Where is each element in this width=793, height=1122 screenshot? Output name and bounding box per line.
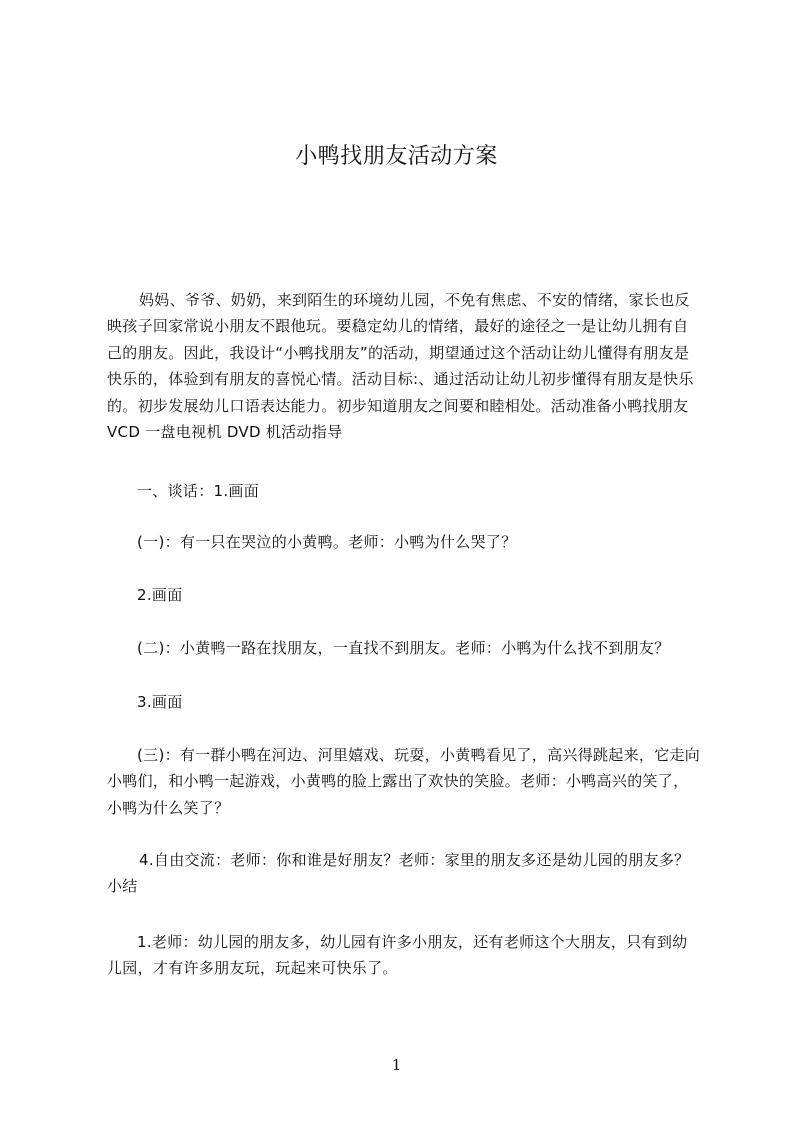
scene-two-paragraph: (二)：小黄鸭一路在找朋友，一直找不到朋友。老师：小鸭为什么找不到朋友？ [137, 639, 670, 657]
document-title: 小鸭找朋友活动方案 [295, 144, 498, 169]
section-heading-talk: 一、谈话：1.画面 [137, 482, 260, 500]
page-number: 1 [391, 1056, 402, 1074]
intro-paragraph: 妈妈、爷爷、奶奶，来到陌生的环境幼儿园，不免有焦虑、不安的情绪，家长也反映孩子回家常说小朋友不跟他玩。要稳定幼儿的情绪，最好的途径之一是让幼儿拥有自己的朋友。因此，我设计“小鸭找朋友”的活动，期望通过这个活动让幼儿懂得有朋友是快乐的，体验到有朋友的喜悦心情。活动目标:、通过活动让幼儿初步懂得有朋友是快乐的。初步发展幼儿口语表达能力。初步知道朋友之间要和睦相处。活动准备小鸭找朋友 VCD 一盘电视机 DVD 机活动指导 [107, 291, 694, 442]
summary-paragraph: 1.老师：幼儿园的朋友多，幼儿园有许多小朋友，还有老师这个大朋友，只有到幼儿园，才有许多朋友玩，玩起来可快乐了。 [107, 933, 688, 978]
free-exchange-paragraph: 4.自由交流：老师：你和谁是好朋友？老师：家里的朋友多还是幼儿园的朋友多？小结 [107, 851, 690, 896]
scene-three-label: 3.画面 [137, 693, 183, 711]
scene-two-label: 2.画面 [137, 586, 183, 604]
scene-one-paragraph: (一)：有一只在哭泣的小黄鸭。老师：小鸭为什么哭了？ [137, 533, 517, 551]
scene-three-paragraph: (三)：有一群小鸭在河边、河里嬉戏、玩耍，小黄鸭看见了，高兴得跳起来，它走向小鸭们，和小鸭一起游戏，小黄鸭的脸上露出了欢快的笑脸。老师：小鸭高兴的笑了，小鸭为什么笑了？ [107, 746, 701, 817]
